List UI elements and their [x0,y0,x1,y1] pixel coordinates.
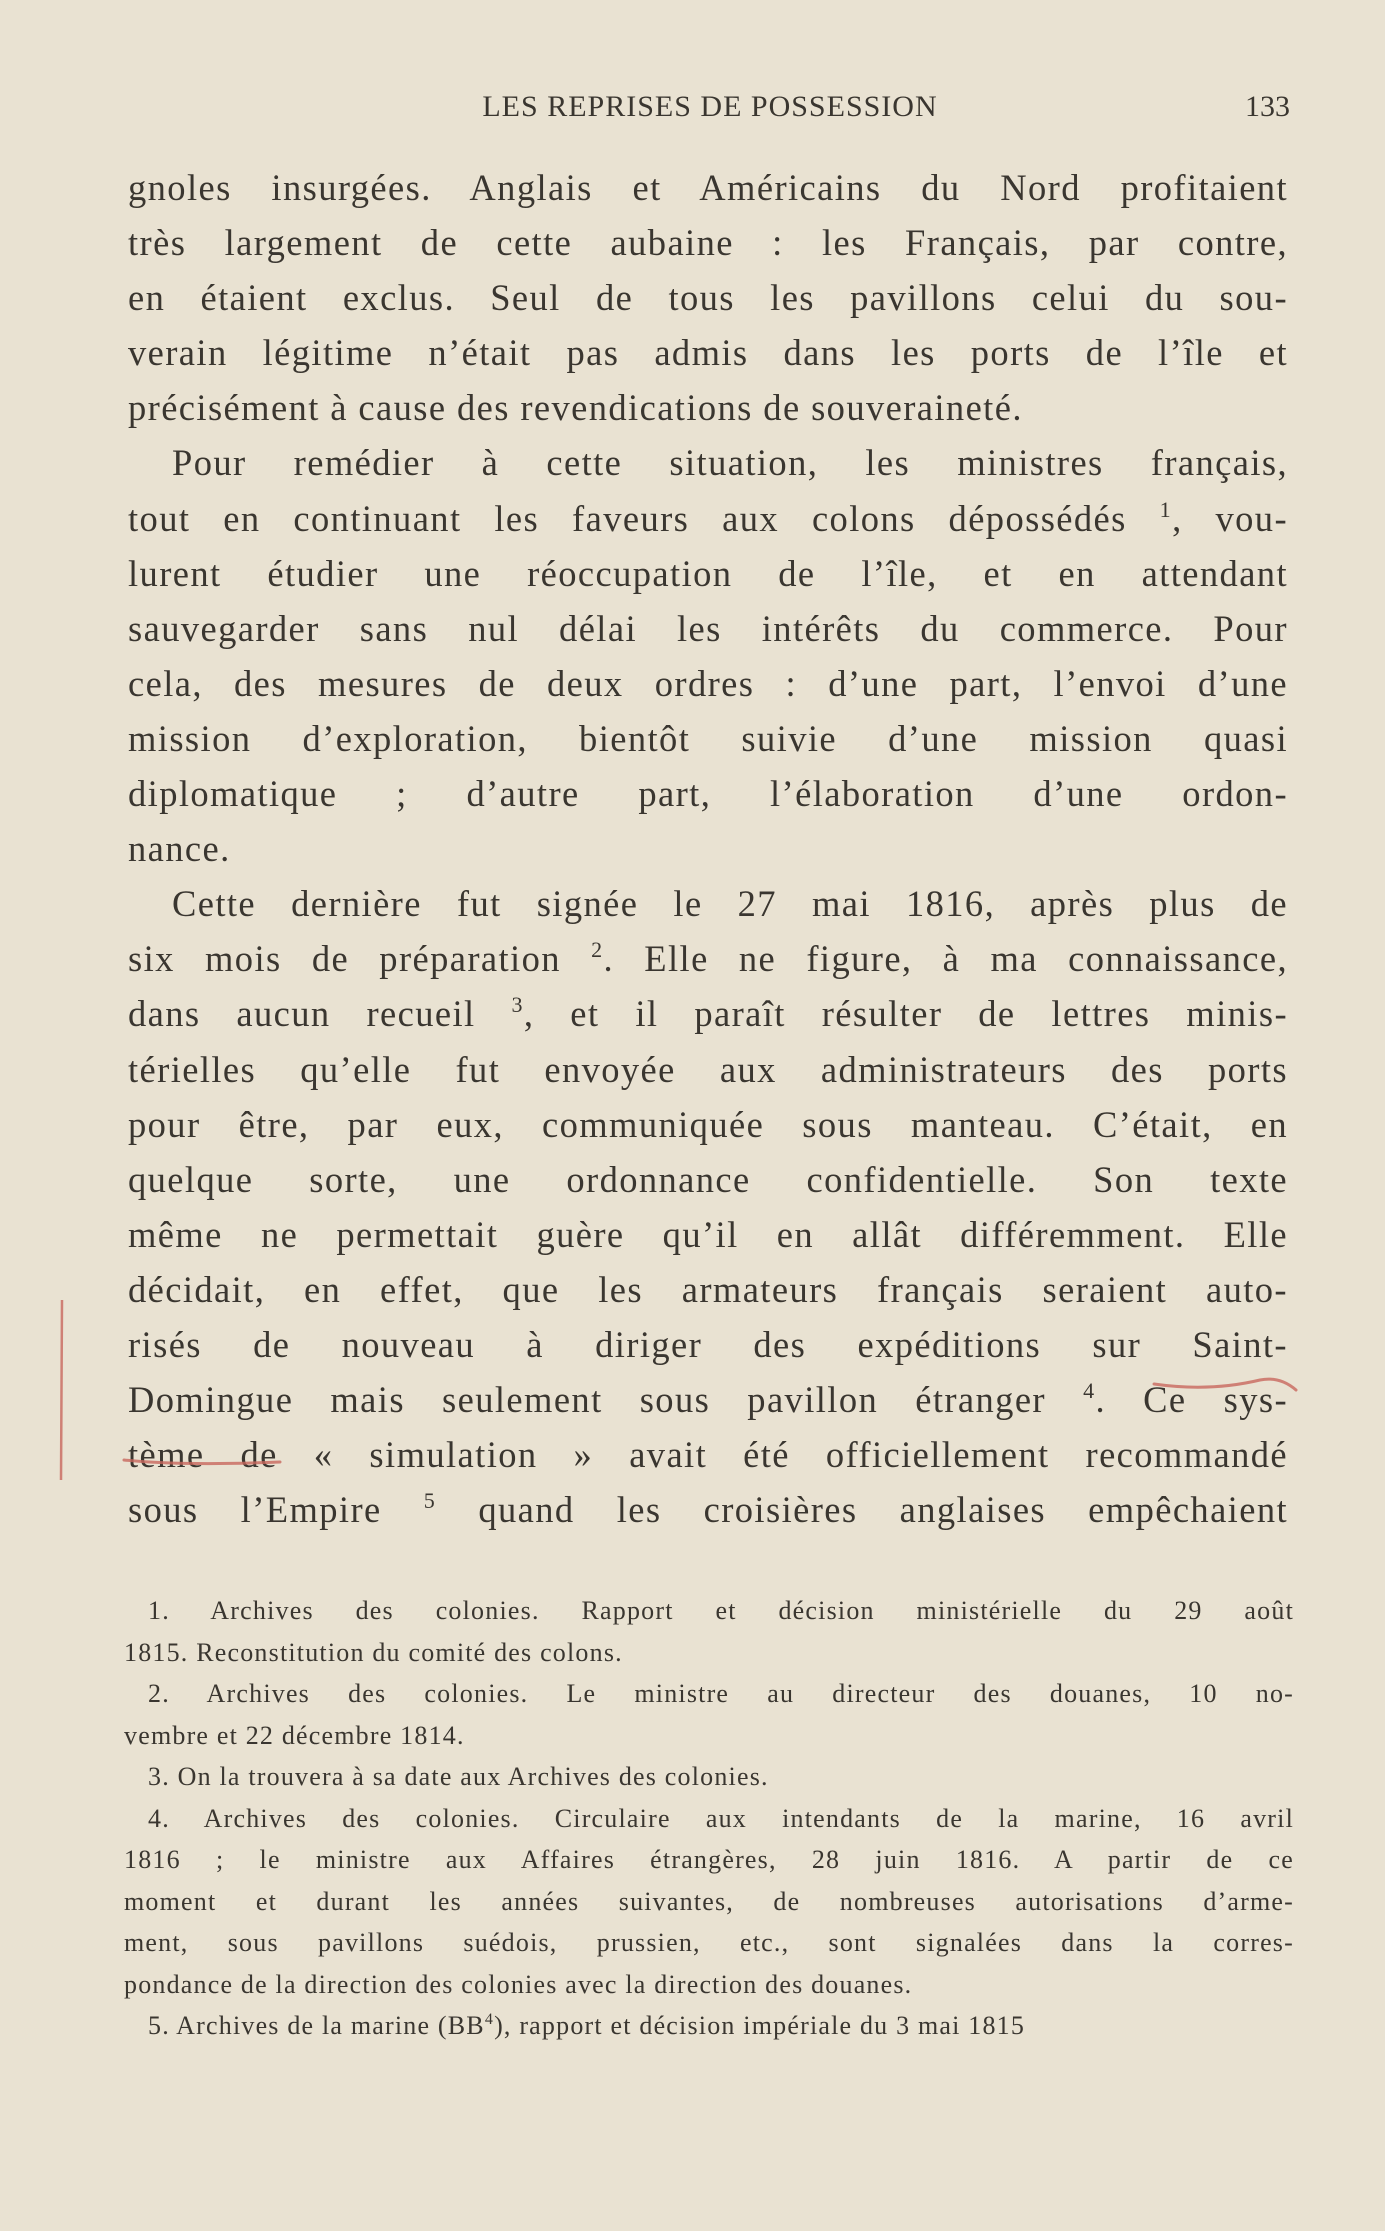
text-line: Pour remédier à cette situation, les ministres français, [172,442,1288,484]
text-segment: . Ce sys- [1095,1379,1288,1421]
footnote-line: 4. Archives des colonies. Circulaire aux intendants de la marine, 16 avril [148,1803,1294,1833]
pencil-strike-mark [122,1452,282,1472]
text-line: tème de « simulation » avait été officiellement recommandé [128,1434,1288,1476]
footnotes [124,1590,1294,2047]
text-line: en étaient exclus. Seul de tous les pavillons celui du sou- [128,277,1288,319]
text-line: gnoles insurgées. Anglais et Américains du Nord profitaient [128,167,1288,208]
text-line: sauvegarder sans nul délai les intérêts du commerce. Pour [128,607,1288,649]
text-line: verain légitime n’était pas admis dans les ports de l’île et [128,332,1288,374]
text-segment: 5. Archives de la marine (BB [148,2011,485,2040]
text-segment: . Elle ne figure, à ma connaissance, [603,938,1288,980]
pencil-margin-mark [58,1300,66,1480]
text-line: cela, des mesures de deux ordres : d’une part, l’envoi d’une [128,662,1288,704]
footnote-line: 1816 ; le ministre aux Affaires étrangères, 28 juin 1816. A partir de ce [124,1845,1294,1874]
text-segment: dans aucun recueil [128,993,476,1035]
text-line [128,1372,1288,1427]
text-line: pour être, par eux, communiquée sous manteau. C’était, en [128,1103,1288,1145]
page-number: 133 [1245,90,1290,123]
footnote-line: 1. Archives des colonies. Rapport et décision ministérielle du 29 août [148,1596,1294,1625]
text-line: quelque sorte, une ordonnance confidentielle. Son texte [128,1158,1288,1200]
footnote-line: 3. On la trouvera à sa date aux Archives des colonies. [148,1762,769,1791]
text-line [128,491,1288,546]
text-segment: tout en continuant les faveurs aux colons dépossédés [128,497,1127,539]
text-line: décidait, en effet, que les armateurs français seraient auto- [128,1268,1288,1310]
text-line: très largement de cette aubaine : les Français, par contre, [128,222,1288,264]
text-segment: Domingue mais seulement sous pavillon étranger [128,1379,1046,1421]
footnote-ref: 1 [1159,496,1173,522]
text-segment: sous l’Empire [128,1489,382,1531]
footnote-line: 2. Archives des colonies. Le ministre au directeur des douanes, 10 no- [148,1679,1294,1708]
footnote-line: vembre et 22 décembre 1814. [124,1720,465,1750]
pencil-underline-mark [1150,1370,1300,1400]
footnote-ref: 4 [1083,1378,1096,1404]
footnote-ref: 5 [423,1488,437,1514]
text-line: précisément à cause des revendications de souveraineté. [128,387,1023,429]
text-line [128,931,1288,986]
text-segment: , et il paraît résulter de lettres minis- [523,993,1288,1035]
footnote-line: ment, sous pavillons suédois, prussien, etc., sont signalées dans la corres- [124,1928,1294,1957]
footnote-ref: 3 [511,992,524,1018]
text-segment: quand les croisières anglaises empêchaient [436,1489,1289,1531]
text-segment: six mois de préparation [128,938,561,980]
footnote-line: 1815. Reconstitution du comité des colons. [124,1637,623,1667]
text-line: lurent étudier une réoccupation de l’île, et en attendant [128,552,1288,594]
footnote-line: pondance de la direction des colonies avec la direction des douanes. [124,1969,913,1999]
body-text [128,160,1288,1537]
text-line: mission d’exploration, bientôt suivie d’une mission quasi [128,717,1288,759]
text-line: térielles qu’elle fut envoyée aux administrateurs des ports [128,1048,1288,1090]
footnote-ref: 2 [591,937,604,963]
text-line: risés de nouveau à diriger des expéditions sur Saint- [128,1323,1288,1365]
page-header [130,90,1290,132]
text-line: diplomatique ; d’autre part, l’élaboration d’une ordon- [128,773,1288,815]
text-line: même ne permettait guère qu’il en allât différemment. Elle [128,1213,1288,1255]
text-line [128,1482,1288,1537]
footnote-line [124,2005,1294,2047]
text-segment: , vou- [1172,497,1289,539]
footnote-line: moment et durant les années suivantes, de nombreuses autorisations d’arme- [124,1886,1294,1916]
text-line: nance. [128,828,231,870]
text-segment: ), rapport et décision impériale du 3 mai 1815 [494,2011,1026,2040]
text-line [128,986,1288,1041]
text-line: Cette dernière fut signée le 27 mai 1816, après plus de [172,883,1288,925]
superscript: 4 [484,2011,495,2028]
running-title: LES REPRISES DE POSSESSION [482,90,938,123]
